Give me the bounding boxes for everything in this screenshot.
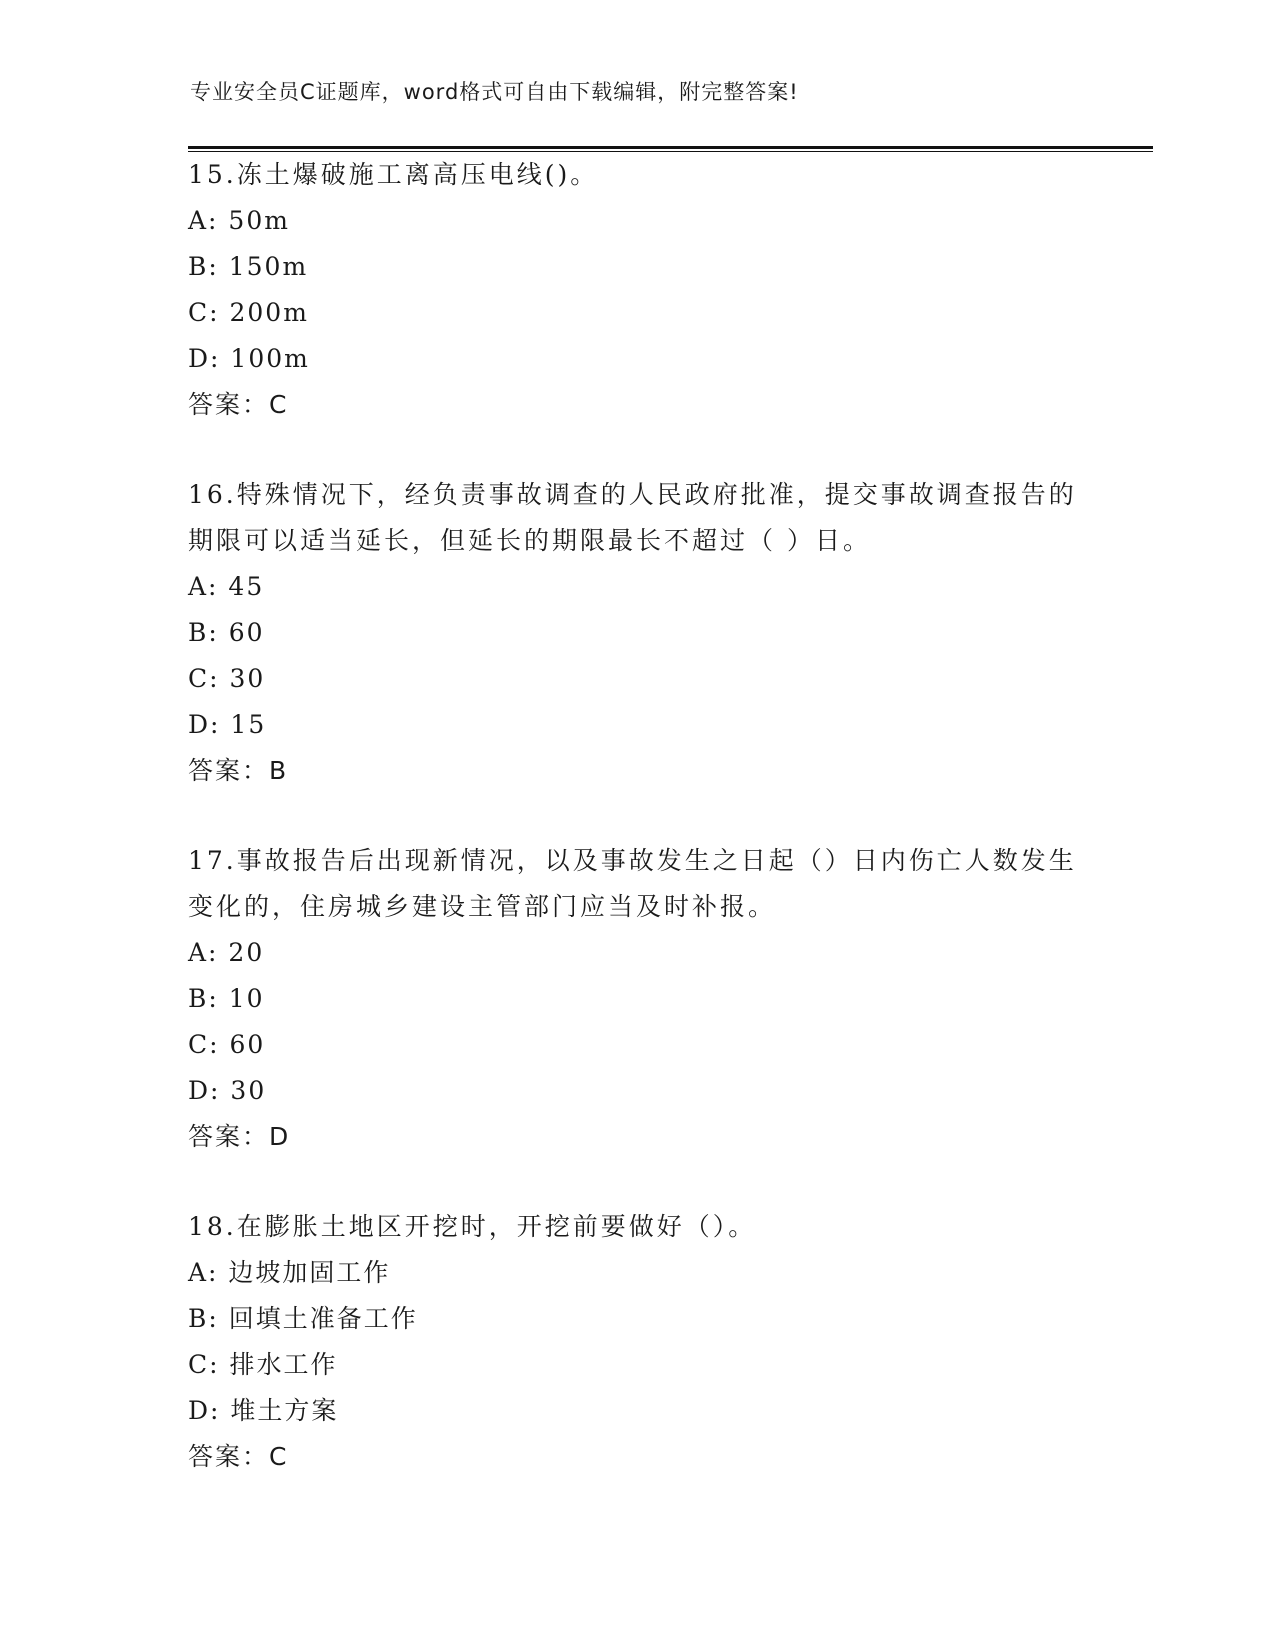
option-a: A: 边坡加固工作 [188,1258,391,1287]
option-a: A: 45 [188,572,265,601]
option-d: D: 15 [188,710,267,739]
option-d: D: 堆土方案 [188,1396,339,1425]
option-c: C: 30 [188,664,266,693]
option-a: A: 50m [188,206,290,235]
question-15 [188,152,1088,428]
answer: 答案：D [188,1122,291,1151]
question-18 [188,1204,1088,1480]
answer: 答案：B [188,756,289,785]
question-text: 18.在膨胀土地区开挖时，开挖前要做好（）。 [188,1212,757,1241]
option-b: B: 150m [188,252,309,281]
option-c: C: 60 [188,1030,266,1059]
option-c: C: 200m [188,298,309,327]
option-c: C: 排水工作 [188,1350,338,1379]
answer: 答案：C [188,390,289,419]
page-header: 专业安全员C证题库，word格式可自由下载编辑，附完整答案! [190,80,799,104]
question-text: 15.冻土爆破施工离高压电线()。 [188,160,599,189]
question-text: 17.事故报告后出现新情况，以及事故发生之日起（）日内伤亡人数发生变化的，住房城乡建设主管部门应当及时补报。 [188,846,1077,921]
option-b: B: 10 [188,984,265,1013]
question-17 [188,838,1088,1160]
option-d: D: 100m [188,344,310,373]
question-list [188,152,1088,1524]
option-b: B: 回填土准备工作 [188,1304,418,1333]
answer: 答案：C [188,1442,289,1471]
question-16 [188,472,1088,794]
header-rule-thick [188,146,1153,149]
option-b: B: 60 [188,618,265,647]
option-d: D: 30 [188,1076,267,1105]
option-a: A: 20 [188,938,265,967]
question-text: 16.特殊情况下，经负责事故调查的人民政府批准，提交事故调查报告的期限可以适当延长，但延长的期限最长不超过（ ）日。 [188,480,1077,555]
